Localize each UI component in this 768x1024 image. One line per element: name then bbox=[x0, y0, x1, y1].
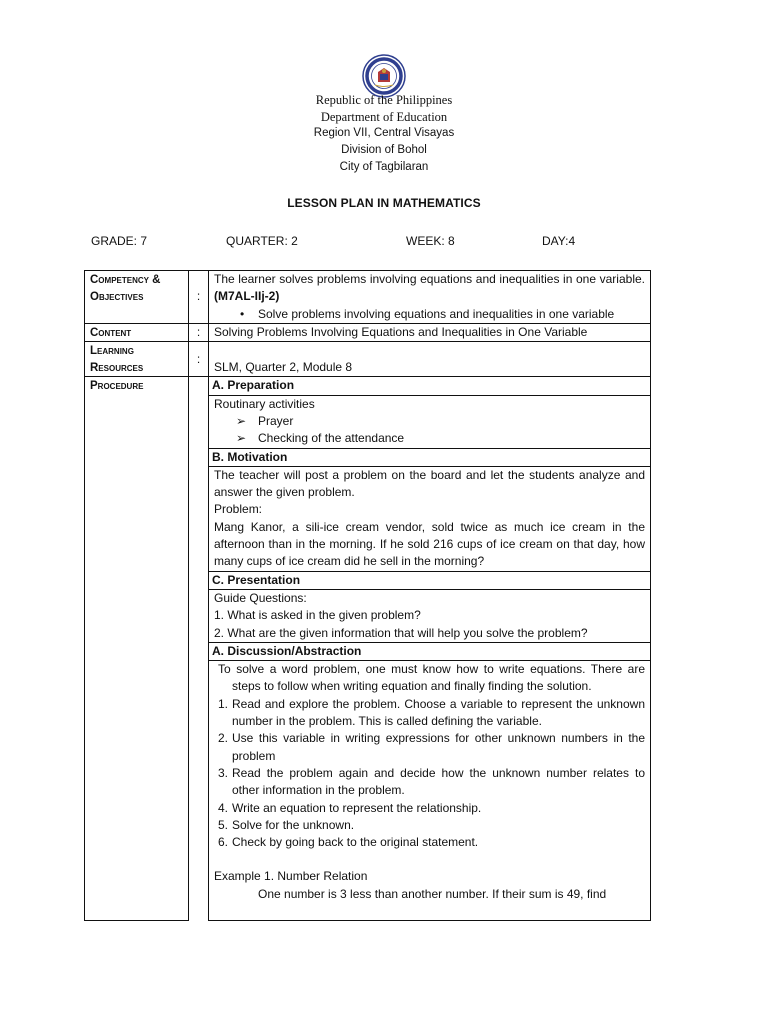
discussion-cell bbox=[209, 661, 651, 921]
procedure-colon-cell bbox=[189, 377, 209, 921]
procedure-label: Procedure bbox=[85, 377, 189, 921]
competency-cell bbox=[209, 271, 651, 324]
header-division: Division of Bohol bbox=[341, 144, 427, 156]
content-text: Solving Problems Involving Equations and Inequalities in One Variable bbox=[209, 323, 651, 342]
header-region: Region VII, Central Visayas bbox=[313, 127, 455, 139]
motivation-text: The teacher will post a problem on the board and let the students analyze and answer the given problem. bbox=[214, 467, 645, 500]
step-item: 5. Solve for the unknown. bbox=[218, 817, 355, 832]
quarter-label: QUARTER: 2 bbox=[226, 234, 298, 248]
deped-seal-icon bbox=[362, 54, 406, 98]
preparation-item: ➢ Checking of the attendance bbox=[236, 431, 405, 446]
competency-bullet: • Solve problems involving equations and inequalities in one variable bbox=[240, 306, 615, 321]
procedure-row bbox=[85, 377, 651, 395]
preparation-item: ➢ Prayer bbox=[236, 413, 294, 428]
resources-label: Learning Resources bbox=[85, 342, 189, 377]
step-item: 6. Check by going back to the original statement. bbox=[218, 835, 479, 850]
colon: : bbox=[189, 323, 209, 342]
guide-question: 2. What are the given information that will help you solve the problem? bbox=[214, 625, 588, 640]
problem-text: Mang Kanor, a sili-ice cream vendor, sold twice as much ice cream in the afternoon than in the morning. If he sold 216 cups of ice cream on that day, how many cups of ice cream did he sell in the morning? bbox=[214, 519, 645, 569]
content-row bbox=[85, 323, 651, 342]
preparation-cell bbox=[209, 395, 651, 448]
guide-question: 1. What is asked in the given problem? bbox=[214, 608, 421, 623]
competency-text: The learner solves problems involving equations and inequalities in one variable.(M7AL-IIj-2) bbox=[214, 272, 645, 304]
header-city: City of Tagbilaran bbox=[339, 161, 429, 173]
example-title: Example 1. Number Relation bbox=[214, 869, 368, 884]
step-item: 2. Use this variable in writing expressions for other unknown numbers in the problem bbox=[218, 731, 645, 763]
example-text: One number is 3 less than another number. If their sum is 49, find bbox=[258, 886, 607, 901]
day-label: DAY:4 bbox=[542, 234, 576, 248]
motivation-cell bbox=[209, 466, 651, 571]
problem-label: Problem: bbox=[214, 502, 263, 517]
presentation-heading: C. Presentation bbox=[209, 571, 651, 589]
step-item: 1. Read and explore the problem. Choose a variable to represent the unknown number in the problem. This is called defining the variable. bbox=[218, 696, 645, 729]
colon: : bbox=[189, 342, 209, 377]
grade-label: GRADE: 7 bbox=[91, 234, 148, 248]
discussion-heading: A. Discussion/Abstraction bbox=[209, 642, 651, 660]
discussion-intro: To solve a word problem, one must know how to write equations. There are steps to follow when writing equation and finally finding the solution. bbox=[218, 662, 645, 694]
colon: : bbox=[189, 271, 209, 324]
discussion-steps bbox=[214, 696, 645, 852]
content-label: Content bbox=[85, 323, 189, 342]
motivation-heading: B. Motivation bbox=[209, 448, 651, 466]
header-department: Department of Education bbox=[320, 110, 448, 124]
competency-row bbox=[85, 271, 651, 324]
preparation-intro: Routinary activities bbox=[214, 396, 315, 411]
resources-row bbox=[85, 342, 651, 377]
guide-questions-label: Guide Questions: bbox=[214, 590, 307, 605]
week-label: WEEK: 8 bbox=[406, 234, 455, 248]
resources-text: SLM, Quarter 2, Module 8 bbox=[209, 342, 651, 377]
preparation-heading: A. Preparation bbox=[209, 377, 651, 395]
step-item: 4. Write an equation to represent the relationship. bbox=[218, 800, 482, 815]
step-item: 3. Read the problem again and decide how the unknown number relates to other information in the problem. bbox=[218, 765, 645, 798]
page-title: LESSON PLAN IN MATHEMATICS bbox=[287, 196, 481, 210]
lesson-plan-table bbox=[84, 270, 651, 921]
header-republic: Republic of the Philippines bbox=[315, 93, 453, 107]
competency-label: Competency & Objectives bbox=[85, 271, 189, 324]
presentation-cell bbox=[209, 589, 651, 642]
